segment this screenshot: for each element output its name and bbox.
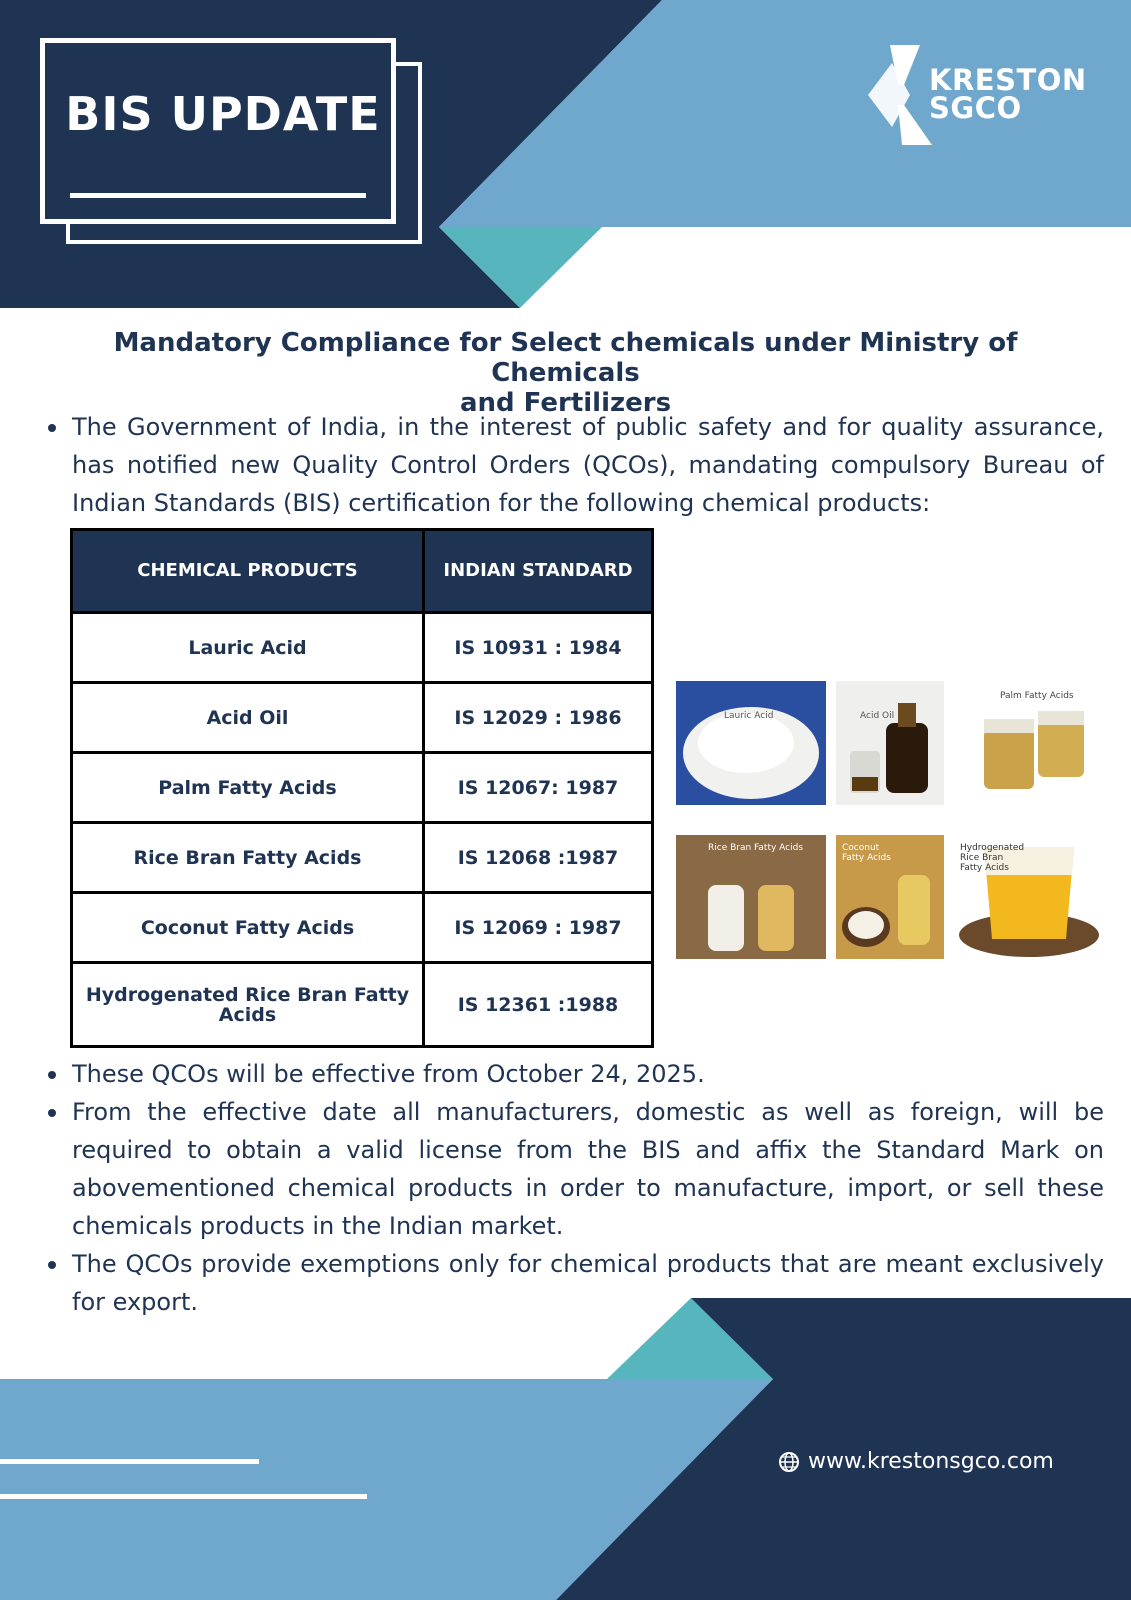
globe-icon (778, 1451, 800, 1473)
badge-underline (70, 193, 366, 198)
chemical-standards-table (70, 528, 654, 1048)
effective-date-bullet: These QCOs will be effective from October 24, 2025. (48, 1055, 1104, 1093)
hydrogenated-rice-bran-photo (954, 835, 1104, 959)
product-cell: Acid Oil (72, 683, 424, 753)
acid-oil-photo (836, 681, 944, 805)
standard-cell: IS 12029 : 1986 (424, 683, 653, 753)
intro-bullets (48, 408, 1104, 522)
product-cell: Rice Bran Fatty Acids (72, 823, 424, 893)
table-row (72, 613, 653, 683)
table-row (72, 893, 653, 963)
footer-website[interactable] (778, 1449, 1054, 1474)
standard-cell: IS 12069 : 1987 (424, 893, 653, 963)
table-row (72, 753, 653, 823)
product-cell: Hydrogenated Rice Bran Fatty Acids (72, 963, 424, 1047)
details-bullets (48, 1055, 1104, 1321)
title-line-2: and Fertilizers (459, 388, 672, 418)
product-cell: Coconut Fatty Acids (72, 893, 424, 963)
standard-cell: IS 12361 :1988 (424, 963, 653, 1047)
standard-cell: IS 12068 :1987 (424, 823, 653, 893)
title-line-1: Mandatory Compliance for Select chemicals under Ministry of Chemicals (113, 328, 1018, 388)
product-cell: Palm Fatty Acids (72, 753, 424, 823)
palm-fatty-acids-photo (954, 681, 1104, 805)
table-row (72, 683, 653, 753)
column-header-standard: INDIAN STANDARD (424, 530, 653, 613)
rice-bran-fatty-acids-photo (676, 835, 826, 959)
website-link[interactable]: www.krestonsgco.com (808, 1449, 1054, 1474)
photo-caption: Acid Oil (860, 711, 895, 721)
badge-frame (40, 38, 396, 224)
logo-text (929, 63, 1087, 125)
coconut-fatty-acids-photo (836, 835, 944, 959)
product-cell: Lauric Acid (72, 613, 424, 683)
exemption-bullet: The QCOs provide exemptions only for chemical products that are meant exclusively for export. (48, 1245, 1104, 1321)
standard-cell: IS 10931 : 1984 (424, 613, 653, 683)
footer-line-1 (0, 1459, 259, 1464)
column-header-products: CHEMICAL PRODUCTS (72, 530, 424, 613)
lauric-acid-photo (676, 681, 826, 805)
license-requirement-bullet: From the effective date all manufacturers, domestic as well as foreign, will be required to obtain a valid license from the BIS and affix the Standard Mark on abovementioned chemical products in order to manufacture, import, or sell these chemicals products in the Indian market. (48, 1093, 1104, 1245)
photo-caption: Coconut Fatty Acids (842, 843, 891, 863)
table-header-row (72, 530, 653, 613)
intro-bullet: The Government of India, in the interest of public safety and for quality assurance, has notified new Quality Control Orders (QCOs), mandating compulsory Bureau of Indian Standards (BIS) certification for the following chemical products: (48, 408, 1104, 522)
photo-caption: Palm Fatty Acids (1000, 691, 1074, 701)
kreston-logo-icon (868, 45, 934, 145)
standard-cell: IS 12067: 1987 (424, 753, 653, 823)
photo-caption: Rice Bran Fatty Acids (708, 843, 804, 853)
table-row (72, 823, 653, 893)
table-row (72, 963, 653, 1047)
logo-line-1: KRESTON (929, 63, 1087, 97)
page-title (40, 328, 1091, 418)
photo-caption: Lauric Acid (724, 711, 774, 721)
badge-title: BIS UPDATE (65, 87, 381, 141)
footer-line-2 (0, 1494, 367, 1499)
photo-caption: Hydrogenated Rice Bran Fatty Acids (960, 843, 1025, 873)
logo-line-2: SGCO (929, 91, 1022, 125)
